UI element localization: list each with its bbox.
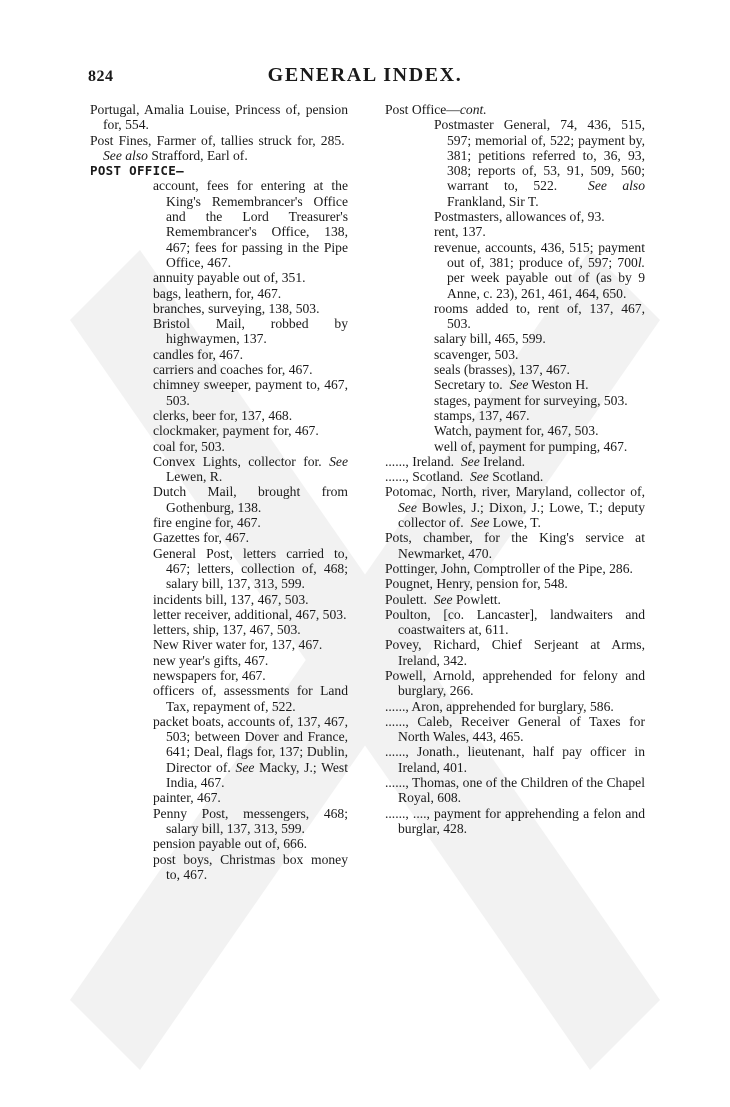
index-subentry: painter, 467. xyxy=(153,790,221,806)
index-entry: Portugal, Amalia Louise, Princess of, pension for, 554. xyxy=(90,102,348,133)
index-entry: ......, Jonath., lieutenant, half pay officer in Ireland, 401. xyxy=(385,744,645,775)
index-entry: Powell, Arnold, apprehended for felony and burglary, 266. xyxy=(385,667,645,699)
index-entry: Poulton, [co. Lancaster], landwaiters and coastwaiters at, 611. xyxy=(385,606,645,638)
index-subentry: annuity payable out of, 351. xyxy=(153,270,306,286)
index-subentry: rent, 137. xyxy=(434,224,486,240)
page-title: GENERAL INDEX. xyxy=(267,64,463,86)
index-entry: Povey, Richard, Chief Serjeant at Arms, Ireland, 342. xyxy=(385,637,645,668)
index-subentry: incidents bill, 137, 467, 503. xyxy=(153,591,309,607)
index-subentry: clerks, beer for, 137, 468. xyxy=(153,407,293,423)
index-subentry: post boys, Christmas box money to, 467. xyxy=(153,851,348,882)
page-number: 824 xyxy=(88,68,114,85)
index-subentry: Postmasters, allowances of, 93. xyxy=(434,209,605,225)
index-subentry: chimney sweeper, payment to, 467, 503. xyxy=(153,377,348,408)
index-entry: ......, ...., payment for apprehending a felon and burglar, 428. xyxy=(385,805,645,836)
index-subentry: pension payable out of, 666. xyxy=(153,836,308,852)
index-subentry: rooms added to, rent of, 137, 467, 503. xyxy=(434,300,645,332)
index-entry: ......, Thomas, one of the Children of the Chapel Royal, 608. xyxy=(385,775,645,806)
index-entry: Pottinger, John, Comptroller of the Pipe, 286. xyxy=(385,560,633,576)
index-subentry: scavenger, 503. xyxy=(434,346,519,362)
index-subentry: stages, payment for surveying, 503. xyxy=(434,392,628,408)
index-entry: ......, Scotland. See Scotland. xyxy=(385,469,544,485)
index-subentry: officers of, assessments for Land Tax, repayment of, 522. xyxy=(153,683,348,714)
index-subentry: letters, ship, 137, 467, 503. xyxy=(153,622,301,638)
index-subentry: seals (brasses), 137, 467. xyxy=(434,362,570,378)
index-subentry: carriers and coaches for, 467. xyxy=(153,362,313,378)
index-subentry: Penny Post, messengers, 468; salary bill, 137, 313, 599. xyxy=(153,805,348,836)
index-subentry: bags, leathern, for, 467. xyxy=(153,285,282,301)
right-column xyxy=(385,102,645,836)
index-subentry: packet boats, accounts of, 137, 467, 503; between Dover and France, 641; Deal, flags for, 137; Dublin, Director of. See Macky, J.; West India, 467. xyxy=(153,713,348,791)
index-subentry: Postmaster General, 74, 436, 515, 597; memorial of, 522; payment by, 381; petitions referred to, 36, 93, 308; reports of, 53, 91, 509, 560; warrant to, 522. See also Frankland, Sir T. xyxy=(434,117,645,209)
index-subentry: Dutch Mail, brought from Gothenburg, 138. xyxy=(153,484,348,515)
index-subentry: new year's gifts, 467. xyxy=(153,652,269,668)
index-subentry: Convex Lights, collector for. See Lewen, R. xyxy=(153,453,348,485)
index-subentry: stamps, 137, 467. xyxy=(434,407,530,423)
index-subentry: General Post, letters carried to, 467; letters, collection of, 468; salary bill, 137, 313, 599. xyxy=(153,545,348,592)
index-subentry: Secretary to. See Weston H. xyxy=(434,377,589,393)
index-entry: Pougnet, Henry, pension for, 548. xyxy=(385,576,568,592)
left-column xyxy=(90,102,348,882)
index-entry: Post Fines, Farmer of, tallies struck for, 285. See also Strafford, Earl of. xyxy=(90,132,348,163)
index-subentry: branches, surveying, 138, 503. xyxy=(153,300,320,316)
index-subentry: revenue, accounts, 436, 515; payment out of, 381; produce of, 597; 700l. per week payable out of (as by 9 Anne, c. 23), 261, 461, 464, 650. xyxy=(434,239,645,301)
index-subentry: Bristol Mail, robbed by highwaymen, 137. xyxy=(153,316,348,347)
index-entry: Potomac, North, river, Maryland, collector of, See Bowles, J.; Dixon, J.; Lowe, T.; deputy collector of. See Lowe, T. xyxy=(385,484,645,531)
index-subentry: coal for, 503. xyxy=(153,438,225,454)
index-subentry: salary bill, 465, 599. xyxy=(434,331,546,347)
index-subentry: well of, payment for pumping, 467. xyxy=(434,438,628,454)
index-entry: ......, Ireland. See Ireland. xyxy=(385,453,526,469)
index-subentry: Gazettes for, 467. xyxy=(153,530,250,546)
index-entry: ......, Aron, apprehended for burglary, 586. xyxy=(385,698,614,714)
index-subentry: candles for, 467. xyxy=(153,346,244,362)
index-entry: Poulett. See Powlett. xyxy=(385,591,501,607)
index-subentry: newspapers for, 467. xyxy=(153,667,266,683)
index-heading: POST OFFICE— xyxy=(90,163,184,179)
index-entry: Post Office—cont. xyxy=(385,102,487,117)
index-subentry: account, fees for entering at the King's Remembrancer's Office and the Lord Treasurer's Remembrancer's Office, 138, 467; fees for passing in the Pipe Office, 467. xyxy=(153,178,348,270)
index-subentry: letter receiver, additional, 467, 503. xyxy=(153,606,347,622)
index-subentry: New River water for, 137, 467. xyxy=(153,637,323,653)
index-subentry: clockmaker, payment for, 467. xyxy=(153,423,319,439)
index-entry: Pots, chamber, for the King's service at Newmarket, 470. xyxy=(385,530,645,561)
index-entry: ......, Caleb, Receiver General of Taxes for North Wales, 443, 465. xyxy=(385,713,645,745)
index-subentry: fire engine for, 467. xyxy=(153,515,261,531)
index-subentry: Watch, payment for, 467, 503. xyxy=(434,423,599,439)
